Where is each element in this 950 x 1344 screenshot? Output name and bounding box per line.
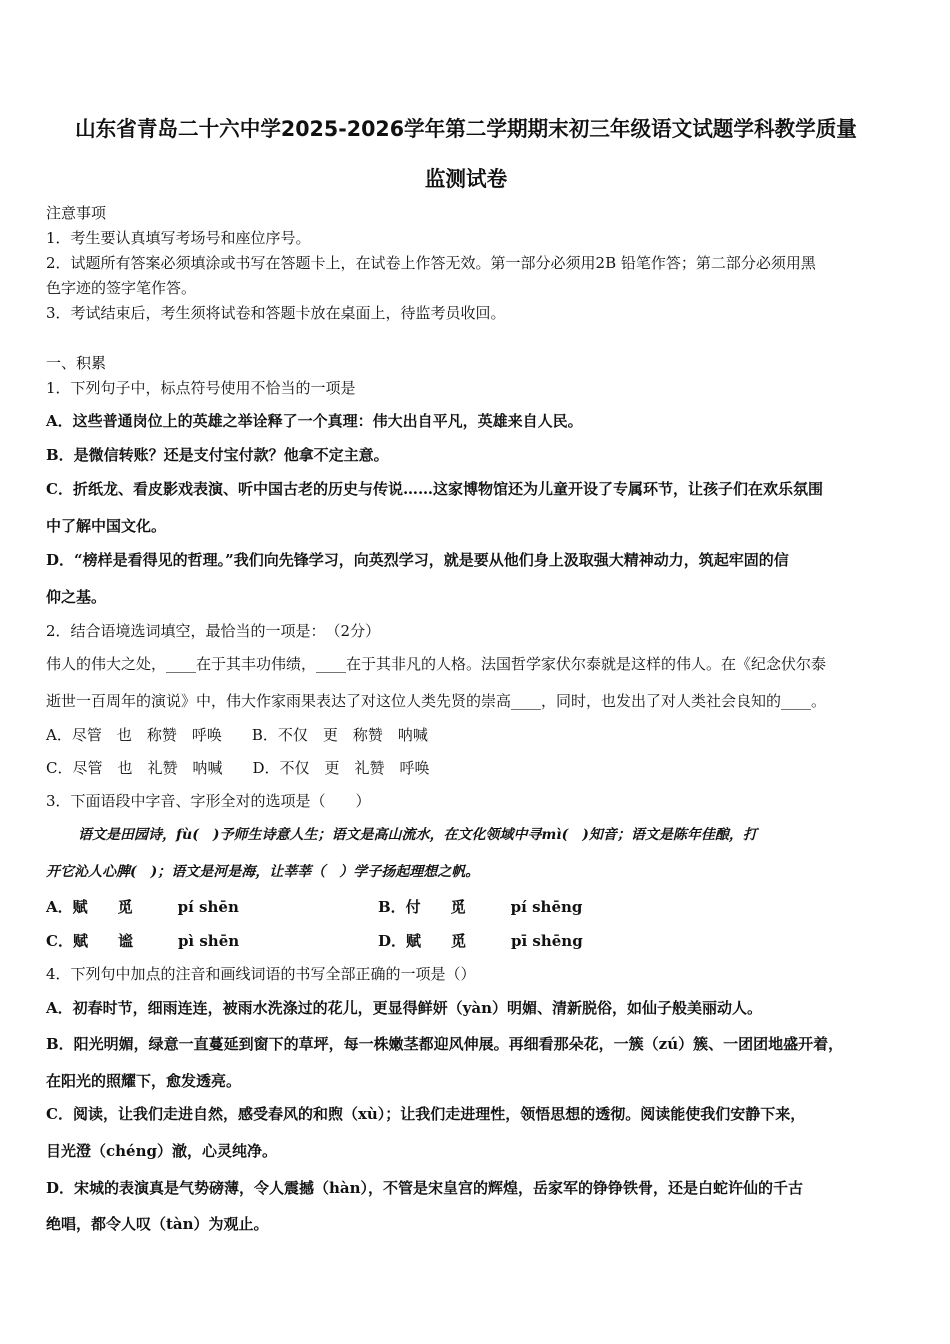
q2-options-row-2: C．尽管 也 礼赞 呐喊 D．不仅 更 礼赞 呼唤 <box>46 759 430 777</box>
q3-stem: 3．下面语段中字音、字形全对的选项是（ ） <box>46 792 371 810</box>
q4-option-b: B．阳光明媚，绿意一直蔓延到窗下的草坪，每一株嫩茎都迎风伸展。再细看那朵花，一簇（zú）簇、一团团地盛开着， <box>46 1035 844 1053</box>
q1-option-c: C．折纸龙、看皮影戏表演、听中国古老的历史与传说……这家博物馆还为儿童开设了专属环节，让孩子们在欢乐氛围 <box>46 480 823 498</box>
q1-stem: 1．下列句子中，标点符号使用不恰当的一项是 <box>46 379 356 397</box>
section-heading: 一、积累 <box>46 354 107 372</box>
q1-option-b: B．是微信转账？还是支付宝付款？他拿不定主意。 <box>46 446 389 464</box>
q1-option-d-cont: 仰之基。 <box>46 588 107 606</box>
q4-option-a: A．初春时节，细雨连连，被雨水洗涤过的花儿，更显得鲜妍（yàn）明媚、清新脱俗，如仙子般美丽动人。 <box>46 999 762 1017</box>
q3-option-b: B．付 觅 pí shēng <box>378 898 583 916</box>
notice-heading: 注意事项 <box>46 204 107 222</box>
notice-item-2: 2．试题所有答案必须填涂或书写在答题卡上，在试卷上作答无效。第一部分必须用2B 铅笔作答；第二部分必须用黑 <box>46 254 816 272</box>
q3-passage-cont: 开它沁人心脾( )；语文是河是海，让莘莘（ ）学子扬起理想之帆。 <box>46 864 480 880</box>
q1-option-d: D．“榜样是看得见的哲理。”我们向先锋学习，向英烈学习，就是要从他们身上汲取强大精神动力，筑起牢固的信 <box>46 551 789 569</box>
q3-passage: 语文是田园诗，fù( )予师生诗意人生；语文是高山流水，在文化领域中寻mì( )知音；语文是陈年佳酿，打 <box>78 827 757 843</box>
q4-option-c: C．阅读，让我们走进自然，感受春风的和煦（xù）；让我们走进理性，领悟思想的透彻。阅读能使我们安静下来， <box>46 1105 806 1123</box>
exam-title-line2: 监测试卷 <box>424 167 508 191</box>
q2-passage-cont: 逝世一百周年的演说》中，伟大作家雨果表达了对这位人类先贤的崇高____，同时，也发出了对人类社会良知的____。 <box>46 692 827 710</box>
notice-item-1: 1．考生要认真填写考场号和座位序号。 <box>46 229 311 247</box>
q3-option-c: C．赋 谧 pì shēn <box>46 932 240 950</box>
q4-option-d-cont: 绝唱，都令人叹（tàn）为观止。 <box>46 1215 269 1233</box>
q4-option-c-cont: 目光澄（chéng）澈，心灵纯净。 <box>46 1142 277 1160</box>
q1-option-c-cont: 中了解中国文化。 <box>46 517 167 535</box>
q4-stem: 4．下列句中加点的注音和画线词语的书写全部正确的一项是（） <box>46 965 476 983</box>
q3-option-d: D．赋 觅 pī shēng <box>378 932 583 950</box>
q2-passage: 伟人的伟大之处，____在于其丰功伟绩，____在于其非凡的人格。法国哲学家伏尔泰就是这样的伟人。在《纪念伏尔泰 <box>46 655 827 673</box>
q4-option-d: D．宋城的表演真是气势磅薄，令人震撼（hàn），不管是宋皇宫的辉煌，岳家军的铮铮铁骨，还是白蛇许仙的千古 <box>46 1179 804 1197</box>
exam-title-line1: 山东省青岛二十六中学2025-2026学年第二学期期末初三年级语文试题学科教学质量 <box>75 117 857 141</box>
q3-option-a: A．赋 觅 pí shēn <box>46 898 239 916</box>
q1-option-a: A．这些普通岗位上的英雄之举诠释了一个真理：伟大出自平凡，英雄来自人民。 <box>46 412 583 430</box>
notice-item-3: 3．考试结束后，考生须将试卷和答题卡放在桌面上，待监考员收回。 <box>46 304 506 322</box>
q2-options-row-1: A．尽管 也 称赞 呼唤 B．不仅 更 称赞 呐喊 <box>46 726 428 744</box>
q4-option-b-cont: 在阳光的照耀下，愈发透亮。 <box>46 1072 242 1090</box>
notice-item-2-cont: 色字迹的签字笔作答。 <box>46 279 197 297</box>
q2-stem: 2．结合语境选词填空，最恰当的一项是： （2分） <box>46 622 381 640</box>
